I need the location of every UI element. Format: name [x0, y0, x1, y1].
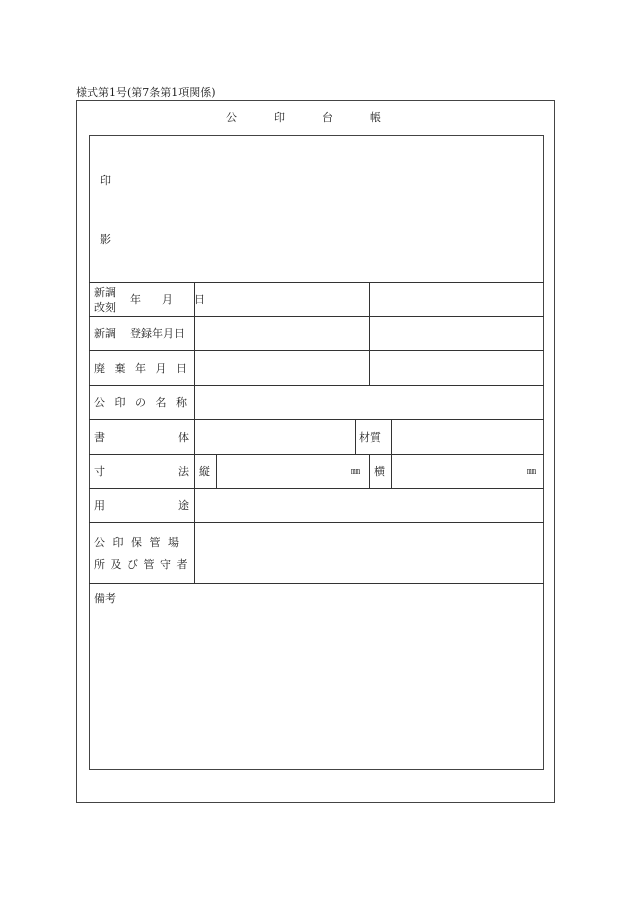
typeface-label: 書: [94, 431, 105, 444]
new-registration-date-label: 登録年月日: [130, 327, 185, 340]
ledger-table: [89, 135, 544, 770]
column-divider: [355, 419, 356, 454]
row-divider: [89, 583, 544, 584]
horizontal-unit: ㎜: [527, 467, 537, 477]
new-registration-prefix: 新調: [94, 327, 116, 340]
row-divider: [89, 385, 544, 386]
seal-impression-label: 印: [100, 174, 111, 187]
row-divider: [89, 522, 544, 523]
column-divider: [391, 454, 392, 488]
row-divider: [89, 488, 544, 489]
purpose-label: 途: [178, 499, 189, 512]
seal-name-label: 公 印 の 名 称: [94, 396, 190, 409]
column-divider: [391, 419, 392, 454]
column-divider: [216, 454, 217, 488]
size-label: 法: [178, 465, 189, 478]
custodian-label: 所 及 び 管 守 者: [94, 558, 189, 571]
column-divider: [369, 282, 370, 385]
row-divider: [89, 316, 544, 317]
page-title: 公 印 台 帳: [226, 111, 382, 124]
typeface-label: 体: [178, 431, 189, 444]
renewal-date-label: 年 月 日: [130, 293, 210, 306]
purpose-label: 用: [94, 499, 105, 512]
material-label: 材質: [359, 431, 381, 444]
storage-location-label: 公 印 保 管 場: [94, 536, 181, 549]
vertical-label: 縦: [199, 465, 210, 478]
size-label: 寸: [94, 465, 105, 478]
row-divider: [89, 350, 544, 351]
row-divider: [89, 454, 544, 455]
label-column-divider: [194, 282, 195, 583]
abolition-date-label: 廃 棄 年 月 日: [94, 362, 190, 375]
renewal-label-bottom: 改刻: [94, 301, 116, 314]
column-divider: [369, 454, 370, 488]
remarks-label: 備考: [94, 592, 116, 605]
seal-impression-label: 影: [100, 233, 111, 246]
horizontal-label: 横: [374, 465, 385, 478]
form-number-label: 様式第1号(第7条第1項関係): [76, 86, 216, 99]
renewal-label-top: 新調: [94, 286, 116, 299]
row-divider: [89, 282, 544, 283]
row-divider: [89, 419, 544, 420]
vertical-unit: ㎜: [351, 467, 361, 477]
